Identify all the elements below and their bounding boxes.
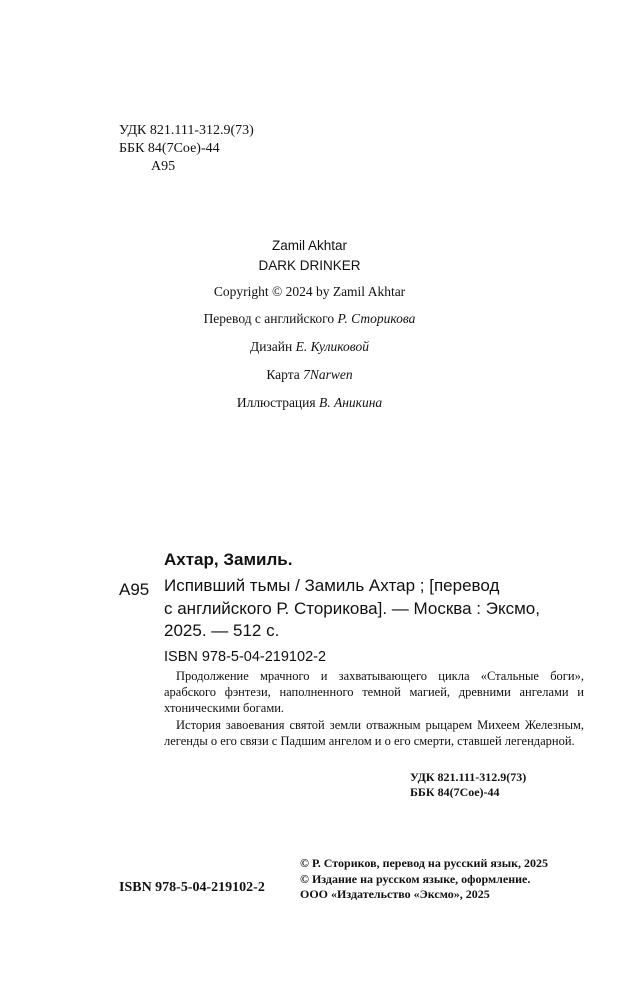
original-title: DARK DRINKER xyxy=(258,258,361,273)
map-credit xyxy=(0,367,619,383)
bbk-code: ББК 84(7Сое)-44 xyxy=(119,141,220,156)
udk-code: УДК 821.111-312.9(73) xyxy=(119,123,254,138)
card-author-heading: Ахтар, Замиль. xyxy=(164,550,293,569)
translator-name: Р. Сторикова xyxy=(337,311,416,326)
bottom-copyright-block xyxy=(300,856,548,903)
annotation-paragraph: Продолжение мрачного и захватывающего цикла «Стальные боги», арабского фэнтези, наполненного темной магией, древними ангелами и хтоническими богами. xyxy=(164,669,584,716)
design-name: Е. Куликовой xyxy=(295,339,369,354)
annotation-paragraph: История завоевания святой земли отважным рыцарем Михеем Железным, легенды о его связи с Падшим ангелом и о его смерти, ставшей легендарной. xyxy=(164,717,584,748)
illustration-label: Иллюстрация xyxy=(236,395,316,410)
bottom-isbn: ISBN 978-5-04-219102-2 xyxy=(119,880,265,895)
design-label: Дизайн xyxy=(250,339,293,354)
edition-copyright: © Издание на русском языке, оформление. xyxy=(300,871,531,886)
card-annotation xyxy=(164,668,584,749)
card-description-line: с английского Р. Сторикова]. — Москва : Эксмо, xyxy=(164,598,540,618)
translator-label: Перевод с английского xyxy=(203,311,335,326)
top-classification-codes xyxy=(119,122,254,176)
card-description-line: 2025. — 512 с. xyxy=(164,621,280,640)
card-isbn: ISBN 978-5-04-219102-2 xyxy=(164,649,327,665)
card-description xyxy=(164,575,584,643)
card-description-line: Испивший тьмы / Замиль Ахтар ; [перевод xyxy=(164,576,500,595)
design-credit xyxy=(0,339,619,355)
card-udk-code: УДК 821.111-312.9(73) xyxy=(410,770,527,784)
copyright-line: Copyright © 2024 by Zamil Akhtar xyxy=(213,284,406,299)
publisher-copyright: ООО «Издательство «Эксмо», 2025 xyxy=(300,887,490,901)
illustration-credit xyxy=(0,395,619,411)
original-author: Zamil Akhtar xyxy=(271,238,348,253)
map-label: Карта xyxy=(266,367,300,382)
author-code: А95 xyxy=(151,159,176,174)
translator-credit xyxy=(0,311,619,327)
card-classification-codes xyxy=(410,770,526,800)
map-name: 7Narwen xyxy=(303,367,353,382)
translation-copyright: © Р. Сториков, перевод на русский язык, 2025 xyxy=(300,856,548,870)
card-bbk-code: ББК 84(7Сое)-44 xyxy=(410,785,500,799)
card-author-code: А95 xyxy=(119,580,150,599)
illustration-name: В. Аникина xyxy=(318,395,383,410)
